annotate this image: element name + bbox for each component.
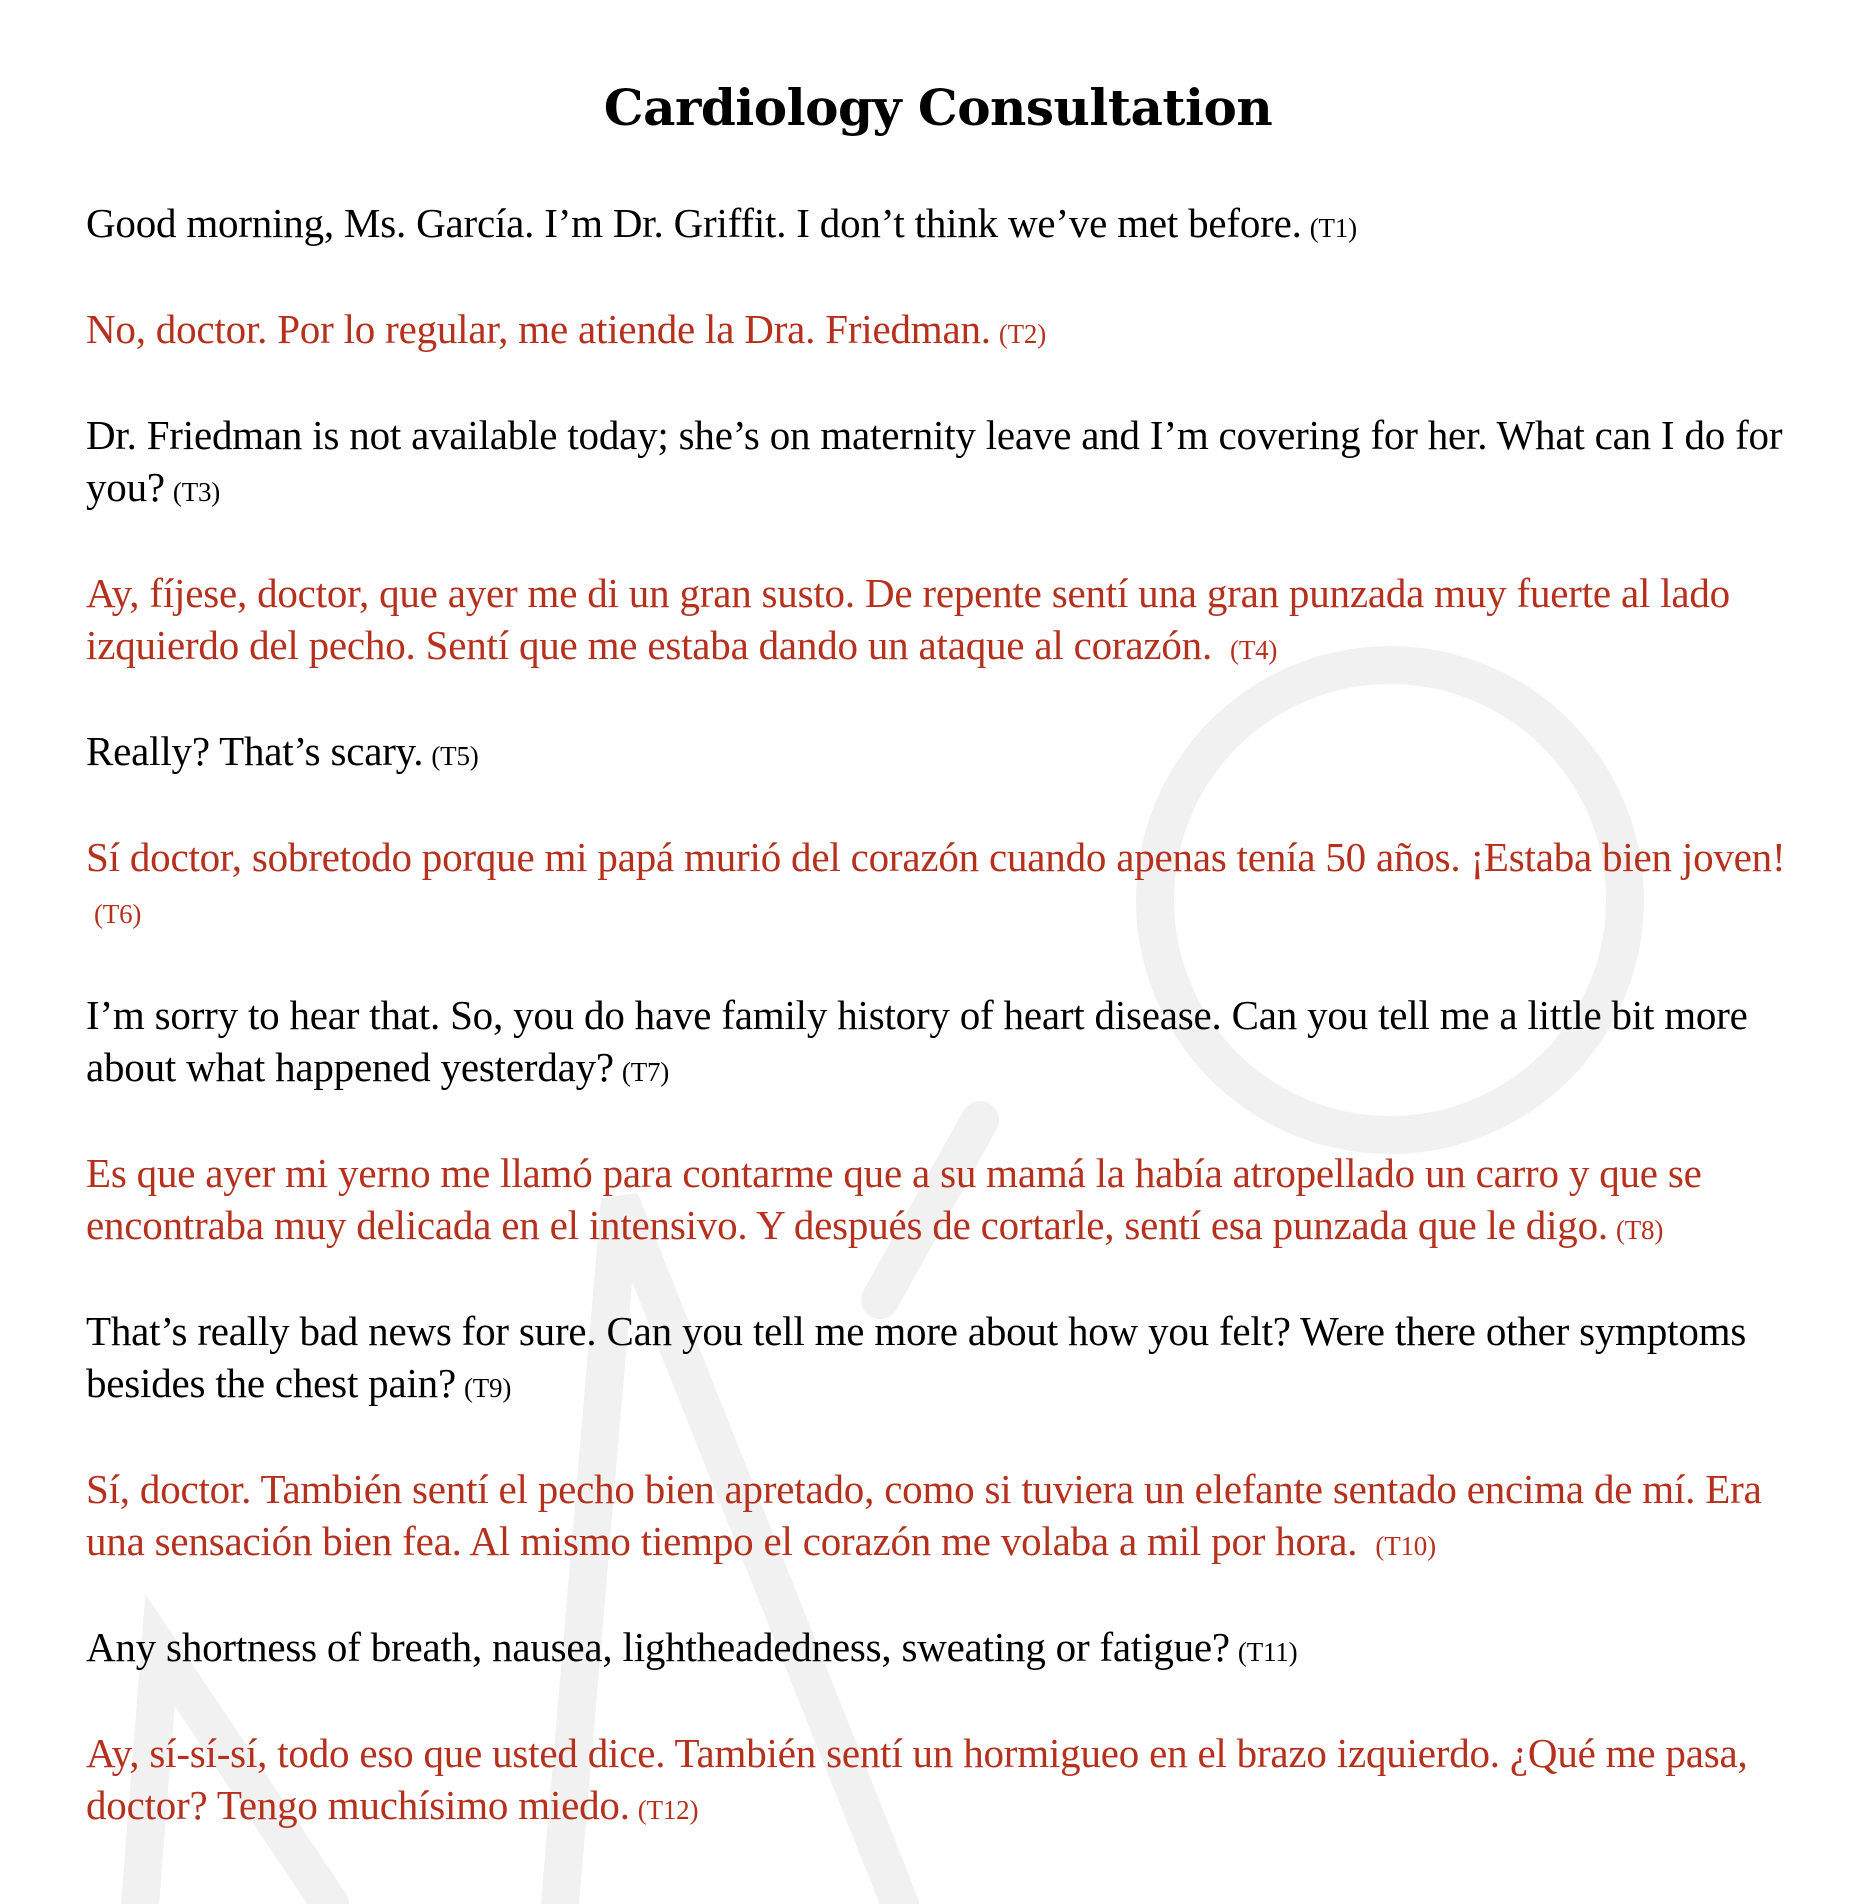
turn-tag: (T12) xyxy=(637,1795,699,1825)
turn-tag: (T2) xyxy=(998,319,1047,349)
turn-tag: (T11) xyxy=(1237,1637,1298,1667)
dialogue-turn-t10 xyxy=(86,1463,1790,1572)
turn-text: Good morning, Ms. García. I’m Dr. Griffit. I don’t think we’ve met before. xyxy=(86,200,1302,246)
turn-text: Sí doctor, sobretodo porque mi papá murió del corazón cuando apenas tenía 50 años. ¡Estaba bien joven! xyxy=(86,834,1786,880)
dialogue-turn-t1 xyxy=(86,197,1790,254)
turn-text: Dr. Friedman is not available today; she’s on maternity leave and I’m covering for her. What can I do for you? xyxy=(86,412,1783,510)
turn-tag: (T4) xyxy=(1230,635,1278,665)
dialogue-turn-t6 xyxy=(86,831,1790,940)
turn-text: Any shortness of breath, nausea, lightheadedness, sweating or fatigue? xyxy=(86,1624,1230,1670)
turn-tag: (T3) xyxy=(172,477,221,507)
turn-tag: (T1) xyxy=(1309,213,1357,243)
turn-text: Ay, fíjese, doctor, que ayer me di un gran susto. De repente sentí una gran punzada muy fuerte al lado izquierdo del pecho. Sentí que me estaba dando un ataque al corazón. xyxy=(86,570,1730,668)
dialogue-turns xyxy=(86,197,1790,1836)
dialogue-turn-t4 xyxy=(86,567,1790,676)
turn-text: Sí, doctor. También sentí el pecho bien apretado, como si tuviera un elefante sentado encima de mí. Era una sensación bien fea. Al mismo tiempo el corazón me volaba a mil por hora. xyxy=(86,1466,1762,1564)
turn-tag: (T9) xyxy=(463,1373,512,1403)
turn-tag: (T7) xyxy=(621,1057,670,1087)
dialogue-turn-t2 xyxy=(86,303,1790,360)
turn-text: No, doctor. Por lo regular, me atiende la Dra. Friedman. xyxy=(86,306,991,352)
turn-tag: (T8) xyxy=(1615,1215,1664,1245)
dialogue-turn-t8 xyxy=(86,1147,1790,1256)
turn-tag: (T6) xyxy=(94,899,142,929)
dialogue-turn-t5 xyxy=(86,725,1790,782)
turn-tag: (T10) xyxy=(1375,1531,1436,1561)
dialogue-turn-t7 xyxy=(86,989,1790,1098)
dialogue-turn-t11 xyxy=(86,1621,1790,1678)
turn-text: I’m sorry to hear that. So, you do have family history of heart disease. Can you tell me a little bit more about what happened yesterday? xyxy=(86,992,1748,1090)
turn-text: That’s really bad news for sure. Can you tell me more about how you felt? Were there other symptoms besides the chest pain? xyxy=(86,1308,1747,1406)
turn-tag: (T5) xyxy=(431,741,479,771)
dialogue-turn-t3 xyxy=(86,409,1790,518)
document-title: Cardiology Consultation xyxy=(603,78,1273,137)
turn-text: Es que ayer mi yerno me llamó para contarme que a su mamá la había atropellado un carro y que se encontraba muy delicada en el intensivo. Y después de cortarle, sentí esa punzada que le digo. xyxy=(86,1150,1702,1248)
dialogue-turn-t12 xyxy=(86,1727,1790,1836)
turn-text: Really? That’s scary. xyxy=(86,728,424,774)
turn-text: Ay, sí-sí-sí, todo eso que usted dice. También sentí un hormigueo en el brazo izquierdo. ¿Qué me pasa, doctor? Tengo muchísimo miedo. xyxy=(86,1730,1748,1828)
dialogue-turn-t9 xyxy=(86,1305,1790,1414)
